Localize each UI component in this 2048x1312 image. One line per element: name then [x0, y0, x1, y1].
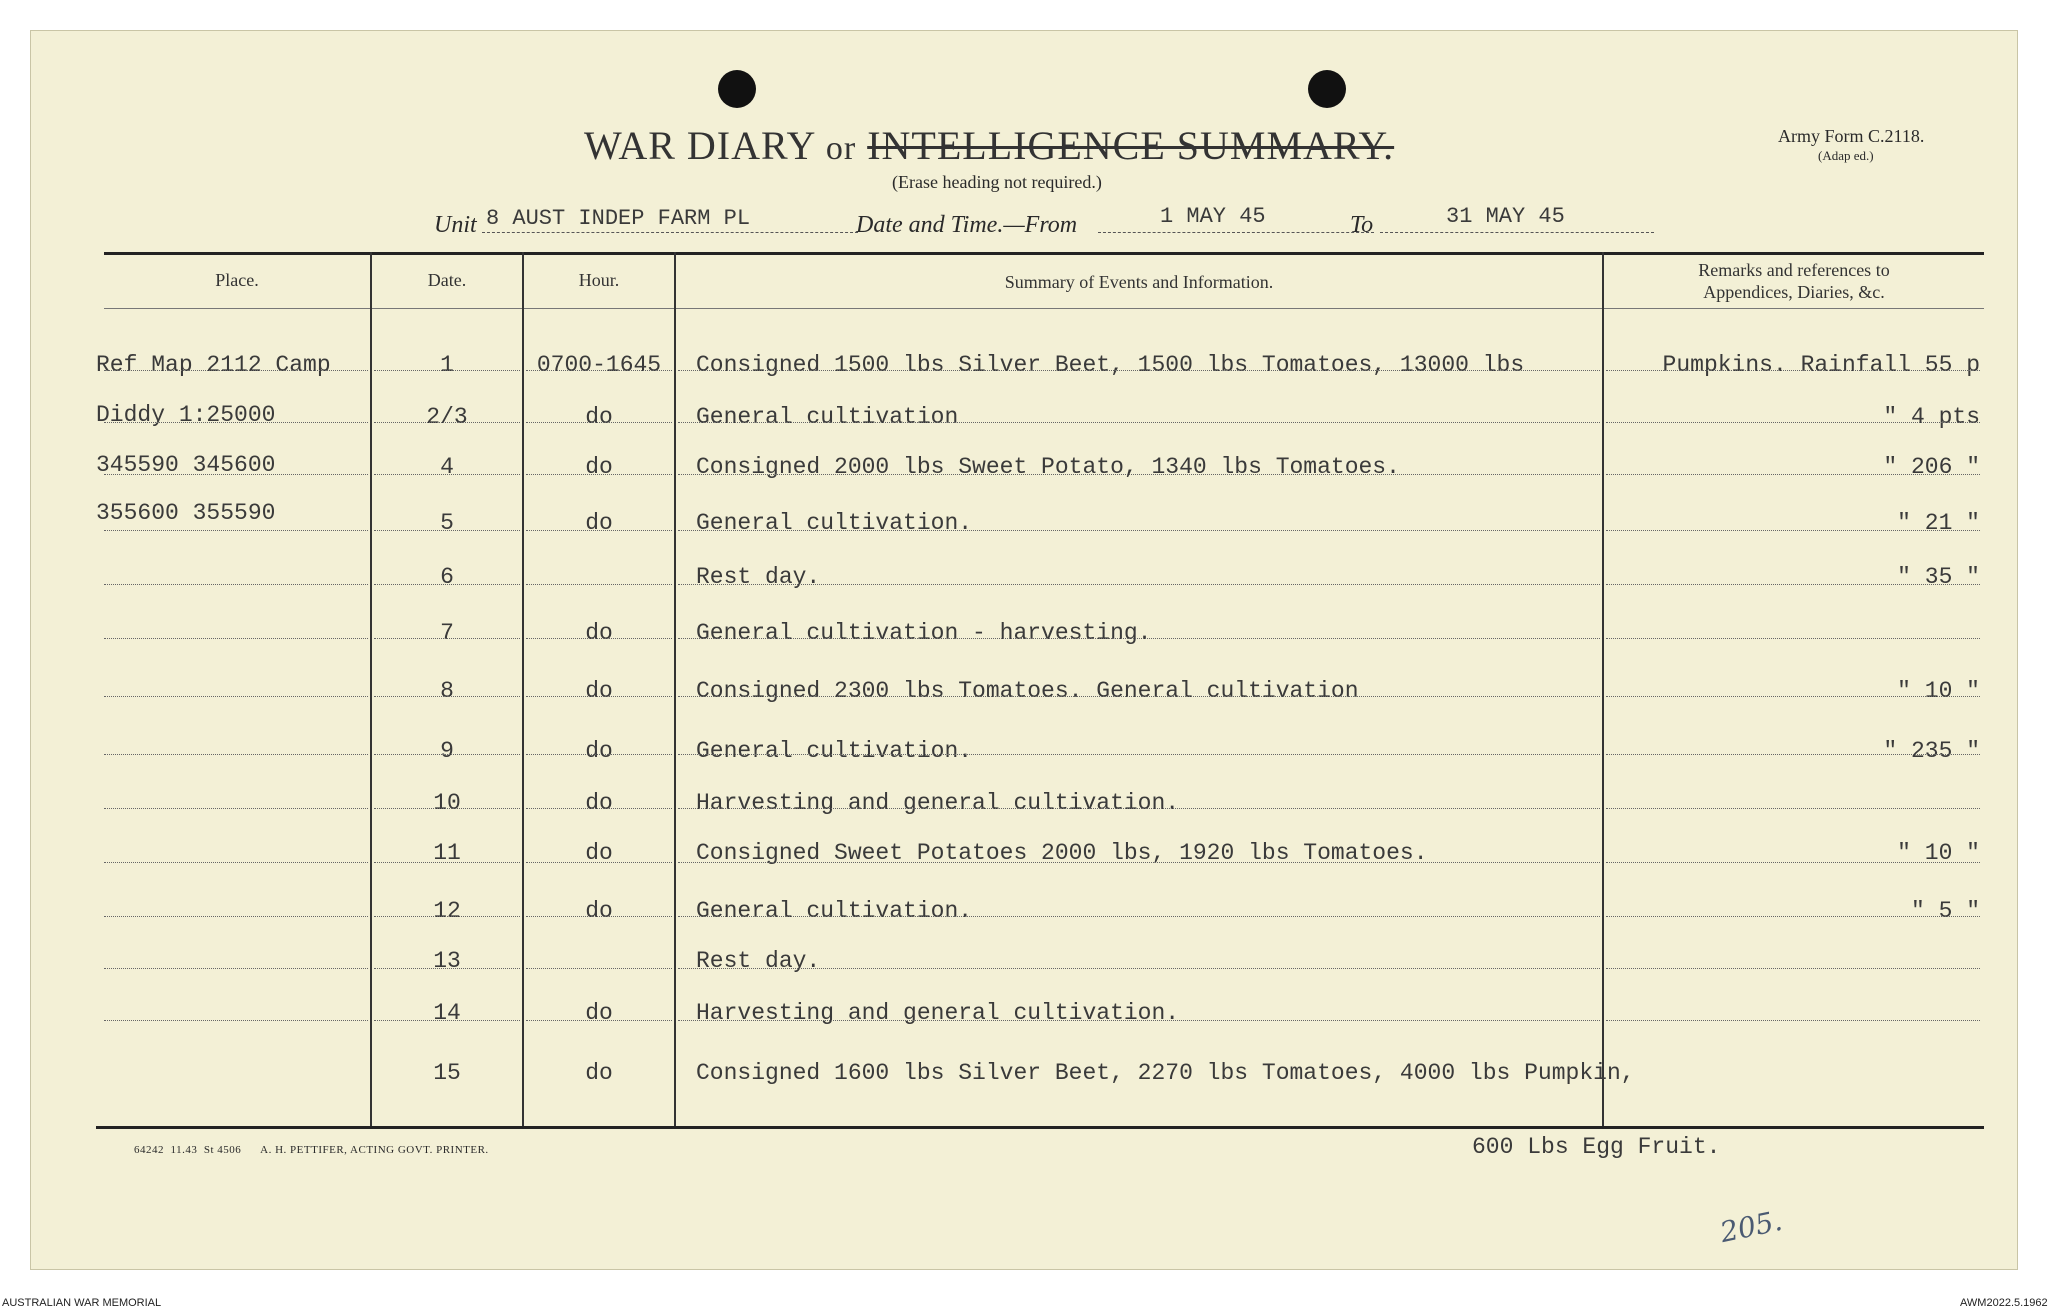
row-rule — [104, 638, 368, 639]
row-rule — [526, 370, 672, 371]
row-rule — [678, 696, 1600, 697]
row-summary: Rest day. — [696, 948, 821, 974]
row-date: 13 — [433, 948, 461, 974]
row-date: 15 — [433, 1060, 461, 1086]
title-or: or — [825, 130, 857, 167]
header-remarks-2: Appendices, Diaries, &c. — [1703, 282, 1885, 302]
row-date: 8 — [440, 678, 454, 704]
printer-line: 64242 11.43 St 4506 A. H. PETTIFER, ACTING GOVT. PRINTER. — [134, 1144, 489, 1156]
row-rule — [104, 584, 368, 585]
row-hour: do — [585, 790, 613, 816]
row-rule — [104, 754, 368, 755]
row-rule — [678, 808, 1600, 809]
adapted-note: (Adap ed.) — [1818, 148, 1874, 163]
row-rule — [678, 370, 1600, 371]
row-rule — [526, 808, 672, 809]
row-hour: 0700-1645 — [536, 352, 662, 378]
row-rule — [374, 584, 520, 585]
place-line: 355600 355590 — [96, 500, 276, 526]
diary-page — [30, 30, 2018, 1270]
row-remarks: " 10 " — [1897, 840, 1980, 866]
row-hour: do — [585, 678, 613, 704]
row-rule — [1606, 862, 1980, 863]
erase-note: (Erase heading not required.) — [892, 172, 1102, 192]
army-form-label: Army Form C.2118. — [1778, 126, 1925, 146]
row-rule — [526, 584, 672, 585]
row-summary: Consigned 2000 lbs Sweet Potato, 1340 lbs Tomatoes. — [696, 454, 1400, 480]
row-date: 5 — [440, 510, 454, 536]
row-remarks: Pumpkins. Rainfall 55 p — [1662, 352, 1980, 378]
row-rule — [374, 638, 520, 639]
row-rule — [104, 530, 368, 531]
row-rule — [678, 968, 1600, 969]
row-hour: do — [585, 738, 613, 764]
row-rule — [526, 754, 672, 755]
row-summary: Consigned Sweet Potatoes 2000 lbs, 1920 lbs Tomatoes. — [696, 840, 1428, 866]
archive-footer — [0, 1296, 2048, 1312]
to-value: 31 MAY 45 — [1446, 204, 1565, 229]
row-rule — [526, 1020, 672, 1021]
place-line: Diddy 1:25000 — [96, 402, 276, 428]
row-hour: do — [585, 840, 613, 866]
row-rule — [1606, 584, 1980, 585]
row-rule — [1606, 474, 1980, 475]
date-label: Date and Time.—From — [856, 212, 1078, 238]
column-rule-hour — [674, 252, 676, 1126]
row-rule — [678, 638, 1600, 639]
row-rule — [678, 754, 1600, 755]
row-rule — [104, 968, 368, 969]
row-summary: General cultivation. — [696, 510, 973, 536]
row-rule — [374, 422, 520, 423]
row-rule — [1606, 370, 1980, 371]
row-rule — [526, 638, 672, 639]
row-rule — [526, 530, 672, 531]
header-date: Date. — [427, 270, 467, 290]
row-rule — [374, 696, 520, 697]
row-rule — [374, 370, 520, 371]
row-rule — [374, 968, 520, 969]
page-mark: 205. — [1717, 1203, 1786, 1250]
row-rule — [374, 862, 520, 863]
row-date: 14 — [433, 1000, 461, 1026]
row-rule — [1606, 916, 1980, 917]
row-rule — [104, 916, 368, 917]
row-summary: Harvesting and general cultivation. — [696, 790, 1180, 816]
row-rule — [374, 754, 520, 755]
punch-hole-right — [1308, 70, 1346, 108]
row-rule — [1606, 968, 1980, 969]
row-date: 10 — [433, 790, 461, 816]
table-bottom-rule — [96, 1126, 1984, 1129]
row-rule — [1606, 530, 1980, 531]
to-underline — [1380, 232, 1654, 233]
row-hour: do — [585, 1000, 613, 1026]
row-rule — [526, 968, 672, 969]
row-date: 7 — [440, 620, 454, 646]
form-title — [584, 122, 1394, 169]
from-value: 1 MAY 45 — [1160, 204, 1266, 229]
row-remarks: " 21 " — [1897, 510, 1980, 536]
row-date: 1 — [440, 352, 454, 378]
row-hour: do — [585, 404, 613, 430]
row-rule — [374, 474, 520, 475]
row-rule — [104, 474, 368, 475]
row-rule — [678, 1020, 1600, 1021]
row-date: 11 — [433, 840, 461, 866]
place-line: Ref Map 2112 Camp — [96, 352, 331, 378]
row-hour: do — [585, 1060, 613, 1086]
row-rule — [678, 422, 1600, 423]
row-rule — [678, 916, 1600, 917]
row-rule — [374, 808, 520, 809]
row-remarks: " 5 " — [1910, 898, 1980, 924]
unit-value: 8 AUST INDEP FARM PL — [486, 206, 751, 231]
continuation-line: 600 Lbs Egg Fruit. — [1472, 1134, 1721, 1160]
row-rule — [104, 422, 368, 423]
row-summary: General cultivation. — [696, 738, 973, 764]
archive-left: AUSTRALIAN WAR MEMORIAL — [2, 1297, 162, 1309]
row-summary: General cultivation. — [696, 898, 973, 924]
unit-label: Unit — [434, 212, 477, 238]
row-rule — [1606, 422, 1980, 423]
row-rule — [678, 584, 1600, 585]
from-underline — [1098, 232, 1374, 233]
header-remarks-1: Remarks and references to — [1698, 260, 1890, 280]
unit-underline — [482, 232, 858, 233]
row-rule — [678, 862, 1600, 863]
to-label: To — [1350, 212, 1374, 238]
row-remarks: " 4 pts — [1883, 404, 1980, 430]
row-rule — [104, 862, 368, 863]
row-remarks: " 206 " — [1883, 454, 1980, 480]
row-date: 12 — [433, 898, 461, 924]
row-rule — [104, 1020, 368, 1021]
title-struck: INTELLIGENCE SUMMARY. — [867, 123, 1395, 168]
row-rule — [1606, 754, 1980, 755]
table-top-rule — [104, 252, 1984, 255]
row-date: 9 — [440, 738, 454, 764]
row-rule — [374, 916, 520, 917]
header-bottom-rule — [104, 308, 1984, 309]
column-rule-summary — [1602, 252, 1604, 1126]
row-remarks: " 35 " — [1897, 564, 1980, 590]
row-hour: do — [585, 898, 613, 924]
row-rule — [526, 474, 672, 475]
row-rule — [104, 370, 368, 371]
row-rule — [678, 530, 1600, 531]
row-summary: Rest day. — [696, 564, 821, 590]
punch-hole-left — [718, 70, 756, 108]
row-rule — [1606, 1020, 1980, 1021]
row-summary: Harvesting and general cultivation. — [696, 1000, 1180, 1026]
row-hour: do — [585, 620, 613, 646]
row-summary: Consigned 1500 lbs Silver Beet, 1500 lbs Tomatoes, 13000 lbs — [696, 352, 1525, 378]
row-remarks: " 235 " — [1883, 738, 1980, 764]
row-summary: Consigned 1600 lbs Silver Beet, 2270 lbs Tomatoes, 4000 lbs Pumpkin, — [696, 1060, 1635, 1086]
row-rule — [1606, 808, 1980, 809]
row-rule — [1606, 696, 1980, 697]
row-hour: do — [585, 454, 613, 480]
row-rule — [104, 696, 368, 697]
row-rule — [526, 696, 672, 697]
row-remarks: " 10 " — [1897, 678, 1980, 704]
row-summary: General cultivation - harvesting. — [696, 620, 1152, 646]
place-line: 345590 345600 — [96, 452, 276, 478]
archive-right: AWM2022.5.1962 — [1960, 1297, 2048, 1309]
row-hour: do — [585, 510, 613, 536]
row-rule — [678, 474, 1600, 475]
row-date: 2/3 — [426, 404, 468, 430]
header-summary: Summary of Events and Information. — [1004, 272, 1274, 292]
title-main: WAR DIARY — [584, 123, 815, 168]
row-rule — [374, 1020, 520, 1021]
row-rule — [104, 808, 368, 809]
row-summary: General cultivation — [696, 404, 959, 430]
row-rule — [526, 862, 672, 863]
header-place: Place. — [215, 270, 259, 290]
row-rule — [526, 422, 672, 423]
row-date: 4 — [440, 454, 454, 480]
row-summary: Consigned 2300 lbs Tomatoes. General cultivation — [696, 678, 1359, 704]
row-date: 6 — [440, 564, 454, 590]
row-rule — [526, 916, 672, 917]
header-hour: Hour. — [578, 270, 620, 290]
row-rule — [374, 530, 520, 531]
row-rule — [1606, 638, 1980, 639]
